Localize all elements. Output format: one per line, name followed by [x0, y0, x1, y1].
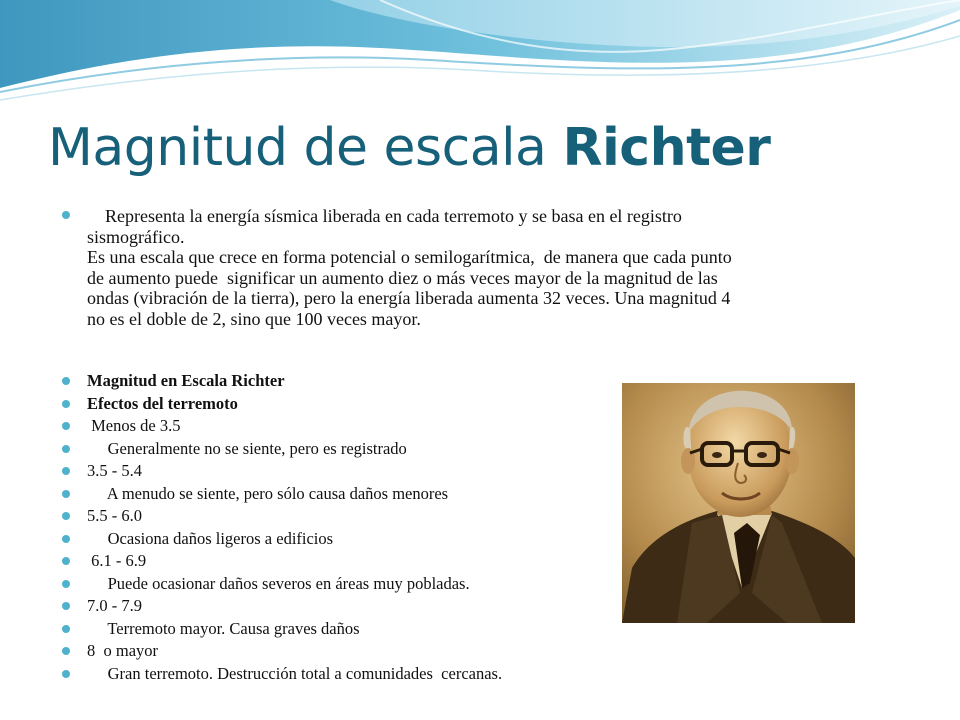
bullet-icon: [62, 400, 70, 408]
list-item: [62, 483, 502, 506]
intro-text: [87, 206, 907, 329]
list-item: [62, 573, 502, 596]
list-item-text: Puede ocasionar daños severos en áreas muy pobladas.: [87, 573, 470, 593]
list-item-text: Terremoto mayor. Causa graves daños: [87, 618, 360, 638]
title-prefix: Magnitud de escala: [48, 118, 563, 178]
list-item-text: 8 o mayor: [87, 641, 159, 660]
list-item-text: 6.1 - 6.9: [87, 551, 147, 570]
list-item: [62, 618, 502, 641]
bullet-icon: [62, 512, 70, 520]
list-item: [62, 505, 502, 528]
list-item-text: 3.5 - 5.4: [87, 461, 142, 480]
bullet-icon: [62, 670, 70, 678]
intro-line: sismográfico.: [87, 226, 185, 247]
list-item: [62, 460, 502, 483]
bullet-icon: [62, 535, 70, 543]
list-item: [62, 393, 502, 416]
list-item: [62, 370, 502, 393]
list-item: [62, 640, 502, 663]
intro-line: ondas (vibración de la tierra), pero la energía liberada aumenta 32 veces. Una magnitud 4: [87, 288, 731, 308]
magnitude-list: [62, 370, 502, 685]
list-item: [62, 595, 502, 618]
bullet-icon: [62, 580, 70, 588]
portrait-photo: [622, 383, 855, 623]
list-item-text: Ocasiona daños ligeros a edificios: [87, 528, 334, 548]
list-item-text: Menos de 3.5: [87, 416, 181, 435]
list-item-text: Gran terremoto. Destrucción total a comunidades cercanas.: [87, 663, 503, 683]
header-wave-decoration: [0, 0, 960, 110]
intro-line: de aumento puede significar un aumento diez o más veces mayor de la magnitud de las: [87, 267, 718, 288]
list-item: [62, 663, 502, 686]
bullet-icon: [62, 445, 70, 453]
list-item-text: 5.5 - 6.0: [87, 506, 142, 525]
bullet-icon: [62, 647, 70, 655]
list-item-text: Efectos del terremoto: [87, 393, 238, 413]
list-item-text: 7.0 - 7.9: [87, 596, 142, 615]
list-item: [62, 528, 502, 551]
list-item: [62, 550, 502, 573]
list-item: [62, 438, 502, 461]
bullet-icon: [62, 422, 70, 430]
list-item-text: A menudo se siente, pero sólo causa daños menores: [87, 483, 449, 503]
bullet-icon: [62, 467, 70, 475]
intro-paragraph: [62, 206, 907, 329]
intro-line: no es el doble de 2, sino que 100 veces mayor.: [87, 308, 421, 329]
bullet-icon: [62, 602, 70, 610]
bullet-icon: [62, 490, 70, 498]
bullet-icon: [62, 625, 70, 633]
list-item: [62, 415, 502, 438]
bullet-icon: [62, 557, 70, 565]
bullet-icon: [62, 211, 70, 219]
title-bold: Richter: [562, 118, 771, 178]
slide-title: [48, 118, 770, 178]
bullet-icon: [62, 377, 70, 385]
intro-line: Es una escala que crece en forma potencial o semilogarítmica, de manera que cada punto: [87, 247, 732, 267]
intro-line: Representa la energía sísmica liberada en cada terremoto y se basa en el registro: [87, 206, 682, 226]
list-item-text: Magnitud en Escala Richter: [87, 371, 285, 390]
list-item-text: Generalmente no se siente, pero es registrado: [87, 438, 407, 458]
